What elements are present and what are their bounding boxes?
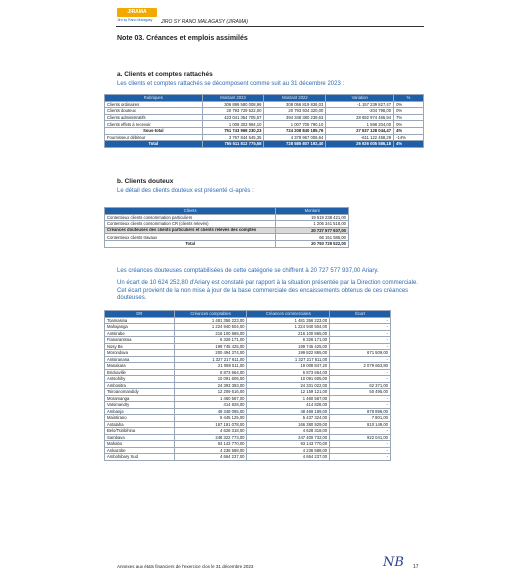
table-cell: 414 828,00 bbox=[174, 402, 247, 409]
table-cell: 10 091 605,00 bbox=[174, 376, 247, 383]
table-cell: 167 191 078,00 bbox=[174, 421, 247, 428]
table-cell: 1 481 356 223,00 bbox=[247, 317, 330, 324]
table-cell: Contentieux clients travaux bbox=[105, 234, 276, 241]
table-cell: 0% bbox=[394, 121, 424, 128]
table-cell: 49 348 085,00 bbox=[174, 408, 247, 415]
table-cell: Vatomandry bbox=[105, 402, 175, 409]
table-cell: 21 088 511,00 bbox=[174, 363, 247, 370]
signature-initials: NB bbox=[383, 555, 404, 570]
table-cell: 4 378 967 006,64 bbox=[264, 134, 326, 141]
table-cell: 24 331 022,00 bbox=[247, 382, 330, 389]
table-cell: Maintirano bbox=[105, 415, 175, 422]
table-cell: 0% bbox=[394, 108, 424, 115]
table-cell: 20 727 577 937,00 bbox=[276, 227, 349, 234]
table-cell: 27 537 128 044,47 bbox=[326, 127, 394, 134]
table-cell: Ambohibary Sud bbox=[105, 454, 175, 461]
table-cell: 5 437 324,00 bbox=[247, 415, 330, 422]
table-cell: Fournisseur débiteur bbox=[105, 134, 203, 141]
total-row bbox=[105, 141, 424, 148]
table-cell: 4 628 318,00 bbox=[174, 428, 247, 435]
table-cell: 1 460 567,00 bbox=[174, 395, 247, 402]
table-row bbox=[105, 234, 349, 241]
table-cell: Mahajanga bbox=[105, 324, 175, 331]
table-cell: 4 236 588,00 bbox=[247, 447, 330, 454]
table-row bbox=[105, 454, 391, 461]
table-cell: 4 236 588,00 bbox=[174, 447, 247, 454]
table-cell: Belo/Tsiribihina bbox=[105, 428, 175, 435]
subtotal-row bbox=[105, 127, 424, 134]
section-a-intro: Les clients et comptes rattachés se décomposent comme suit au 31 décembre 2023 : bbox=[117, 81, 345, 87]
table-cell: 66 151 585,00 bbox=[276, 234, 349, 241]
table-cell: 248 322 773,00 bbox=[174, 434, 247, 441]
table-row bbox=[105, 108, 424, 115]
table-cell: - bbox=[330, 343, 391, 350]
table-cell: Clients administratifs bbox=[105, 114, 203, 121]
table-cell: 3 767 844 545,35 bbox=[202, 134, 264, 141]
table-cell: - bbox=[330, 376, 391, 383]
table-cell: 48 469 189,00 bbox=[247, 408, 330, 415]
table-cell: - bbox=[330, 441, 391, 448]
table-cell: 308 056 819 836,03 bbox=[264, 101, 326, 108]
table-cell: - bbox=[330, 356, 391, 363]
table-cell: 394 348 380 239,63 bbox=[264, 114, 326, 121]
total-row bbox=[105, 240, 349, 247]
table-cell: 24 393 393,00 bbox=[174, 382, 247, 389]
table-cell: 247 400 732,00 bbox=[247, 434, 330, 441]
table-cell: 4 664 237,00 bbox=[174, 454, 247, 461]
table-cell: Antsohihy bbox=[105, 376, 175, 383]
table-cell: 414 828,00 bbox=[247, 402, 330, 409]
table-cell: Total bbox=[105, 240, 276, 247]
table-cell: 7 801,00 bbox=[330, 415, 391, 422]
table-cell: 1 327 217 611,00 bbox=[247, 356, 330, 363]
table-cell: 671 509,00 bbox=[330, 350, 391, 357]
table-cell: 20 793 729 522,00 bbox=[202, 108, 264, 115]
table-cell: Sambava bbox=[105, 434, 175, 441]
table-cell: 1 598 204,00 bbox=[326, 121, 394, 128]
table-cell: - bbox=[330, 447, 391, 454]
table-cell: 1 007 705 790,10 bbox=[264, 121, 326, 128]
table-cell: 724 208 840 185,76 bbox=[264, 127, 326, 134]
table-cell: 199 745 425,00 bbox=[174, 343, 247, 350]
table-cell: 751 743 968 230,23 bbox=[202, 127, 264, 134]
grey-subtotal-row bbox=[105, 227, 349, 234]
section-a-title: a. Clients et comptes rattachés bbox=[117, 71, 213, 78]
table-cell: Antalaha bbox=[105, 421, 175, 428]
table-cell: 10 091 605,00 bbox=[247, 376, 330, 383]
table-cell: 50 495,00 bbox=[330, 389, 391, 396]
table-cell: - bbox=[330, 428, 391, 435]
table-cell: 216 100 865,00 bbox=[174, 330, 247, 337]
table-cell: Brickaville bbox=[105, 369, 175, 376]
table-cell: 28 692 974 465,94 bbox=[326, 114, 394, 121]
table-cell: 922 041,00 bbox=[330, 434, 391, 441]
table-cell: 166 380 929,00 bbox=[247, 421, 330, 428]
table-cell: 93 143 770,00 bbox=[174, 441, 247, 448]
header-divider bbox=[116, 26, 424, 27]
table-cell: Clients ordinaires bbox=[105, 101, 203, 108]
header-title: JIRO SY RANO MALAGASY (JIRAMA) bbox=[161, 19, 249, 25]
table-cell: Fianarantsoa bbox=[105, 337, 175, 344]
table-cell: 2 079 663,80 bbox=[330, 363, 391, 370]
column-header: Variation bbox=[326, 95, 394, 102]
table-row bbox=[105, 114, 424, 121]
table-cell: 423 041 354 705,57 bbox=[202, 114, 264, 121]
section-b-title: b. Clients douteux bbox=[117, 178, 174, 185]
table-cell: 4% bbox=[394, 141, 424, 148]
table-cell: - bbox=[330, 402, 391, 409]
table-cell: 19 519 238 421,00 bbox=[276, 214, 349, 221]
table-cell: 7% bbox=[394, 114, 424, 121]
clients-table bbox=[104, 94, 424, 148]
table-cell: 216 100 865,00 bbox=[247, 330, 330, 337]
table-cell: Toamasina bbox=[105, 317, 175, 324]
table-cell: 755 511 812 775,58 bbox=[202, 141, 264, 148]
table-cell: 1 327 217 611,00 bbox=[174, 356, 247, 363]
table-cell: Contentieux clients consommation particuliers bbox=[105, 214, 276, 221]
table-cell: Contentieux clients consommation CR (clients relevés) bbox=[105, 221, 276, 228]
column-header: DR bbox=[105, 311, 175, 318]
table-cell: -611 122 458,29 bbox=[326, 134, 394, 141]
table-row bbox=[105, 134, 424, 141]
table-cell: Ankazobe bbox=[105, 447, 175, 454]
table-cell: -1 157 239 827,47 bbox=[326, 101, 394, 108]
table-cell: - bbox=[330, 454, 391, 461]
table-cell: 1 009 303 994,10 bbox=[202, 121, 264, 128]
table-cell: 878 896,00 bbox=[330, 408, 391, 415]
table-cell: 20 793 729 522,00 bbox=[276, 240, 349, 247]
table-cell: 5 445 125,00 bbox=[174, 415, 247, 422]
table-cell: - bbox=[330, 369, 391, 376]
table-cell: Clients douteux bbox=[105, 108, 203, 115]
note-title: Note 03. Créances et emplois assimilés bbox=[117, 35, 248, 42]
table-cell: Ambanja bbox=[105, 408, 175, 415]
table-cell: Nosy Be bbox=[105, 343, 175, 350]
column-header: Montant 2022 bbox=[264, 95, 326, 102]
table-cell: 1 460 567,00 bbox=[247, 395, 330, 402]
table-row bbox=[105, 214, 349, 221]
table-cell: 1 206 341 518,00 bbox=[276, 221, 349, 228]
table-row bbox=[105, 221, 349, 228]
table-cell: Morondava bbox=[105, 350, 175, 357]
logo-wordmark: JIRAMA bbox=[117, 8, 157, 17]
table-cell: 199 745 425,00 bbox=[247, 343, 330, 350]
column-header: Clients bbox=[105, 208, 276, 215]
column-header: Écart bbox=[330, 311, 391, 318]
table-cell: 4% bbox=[394, 127, 424, 134]
table-cell: Mahabo bbox=[105, 441, 175, 448]
table-cell: Clients effets à recevoir bbox=[105, 121, 203, 128]
section-b-para2: Un écart de 10 624 252,80 d'Ariary est constaté par rapport à la situation présentée par la Direction commerciale. Cet écart provient de la non mise à jour de la base commerciale des encaissements obtenus de ces créances douteuses. bbox=[117, 280, 418, 301]
table-cell: 4 628 318,00 bbox=[247, 428, 330, 435]
table-cell: 62 371,00 bbox=[330, 382, 391, 389]
table-cell: 810 149,00 bbox=[330, 421, 391, 428]
table-cell: 6 326 171,00 bbox=[174, 337, 247, 344]
table-cell: 1 224 940 504,00 bbox=[247, 324, 330, 331]
table-cell: Moramanga bbox=[105, 395, 175, 402]
table-cell: Antsirabe bbox=[105, 330, 175, 337]
column-header: % bbox=[394, 95, 424, 102]
table-cell: -14% bbox=[394, 134, 424, 141]
table-cell: Total bbox=[105, 141, 203, 148]
doubtful-clients-table bbox=[104, 207, 349, 248]
logo-subtitle: Jiro sy Rano Malagasy bbox=[117, 18, 153, 22]
table-cell: 0% bbox=[394, 101, 424, 108]
footer-text: Annexes aux états financiers de l'exercice clos le 31 décembre 2023 bbox=[117, 564, 254, 569]
column-header: Créances commerciales bbox=[247, 311, 330, 318]
clients-table-header bbox=[105, 95, 424, 102]
table-cell: - bbox=[330, 330, 391, 337]
table-cell: 200 494 374,00 bbox=[174, 350, 247, 357]
table-cell: - bbox=[330, 324, 391, 331]
table-cell: Tsiroanomandidy bbox=[105, 389, 175, 396]
table-cell: 93 143 770,00 bbox=[247, 441, 330, 448]
table-cell: 6 326 171,00 bbox=[247, 337, 330, 344]
table-cell: Ambositra bbox=[105, 382, 175, 389]
dr-table bbox=[104, 310, 391, 461]
dr-table-header bbox=[105, 311, 391, 318]
table-cell: 6 873 664,00 bbox=[247, 369, 330, 376]
table-cell: 728 585 807 192,40 bbox=[264, 141, 326, 148]
table-cell: Antsiranana bbox=[105, 356, 175, 363]
section-b-intro: Le détail des clients douteux est présenté ci-après : bbox=[117, 188, 254, 194]
table-cell: 12 209 616,00 bbox=[174, 389, 247, 396]
table-cell: 4 664 237,00 bbox=[247, 454, 330, 461]
table-cell: - bbox=[330, 337, 391, 344]
table-row bbox=[105, 101, 424, 108]
table-row bbox=[105, 121, 424, 128]
column-header: Montant bbox=[276, 208, 349, 215]
table-cell: Sous-total bbox=[105, 127, 203, 134]
section-b-para1: Les créances douteuses comptabilisées de cette catégorie se chiffrent à 20 727 577 937,00 Ariary. bbox=[117, 268, 379, 274]
doubtful-table-header bbox=[105, 208, 349, 215]
table-cell: 306 899 580 008,96 bbox=[202, 101, 264, 108]
table-cell: 19 008 847,20 bbox=[247, 363, 330, 370]
table-cell: 6 873 664,00 bbox=[174, 369, 247, 376]
column-header: Montant 2023 bbox=[202, 95, 264, 102]
table-cell: 26 926 005 586,18 bbox=[326, 141, 394, 148]
jirama-logo bbox=[117, 8, 157, 25]
table-cell: 12 159 121,00 bbox=[247, 389, 330, 396]
table-cell: 1 224 940 504,00 bbox=[174, 324, 247, 331]
table-cell: Manakara bbox=[105, 363, 175, 370]
table-cell: 199 822 865,00 bbox=[247, 350, 330, 357]
table-cell: - bbox=[330, 395, 391, 402]
table-cell: -204 798,00 bbox=[326, 108, 394, 115]
table-cell: 20 793 934 320,00 bbox=[264, 108, 326, 115]
table-cell: 1 481 356 223,00 bbox=[174, 317, 247, 324]
column-header: Créances comptables bbox=[174, 311, 247, 318]
table-cell: - bbox=[330, 317, 391, 324]
page-number: 17 bbox=[413, 564, 419, 570]
column-header: Rubriques bbox=[105, 95, 203, 102]
table-cell: Créances douteuses des clients particuliers et clients relevés des comptes bbox=[105, 227, 276, 234]
